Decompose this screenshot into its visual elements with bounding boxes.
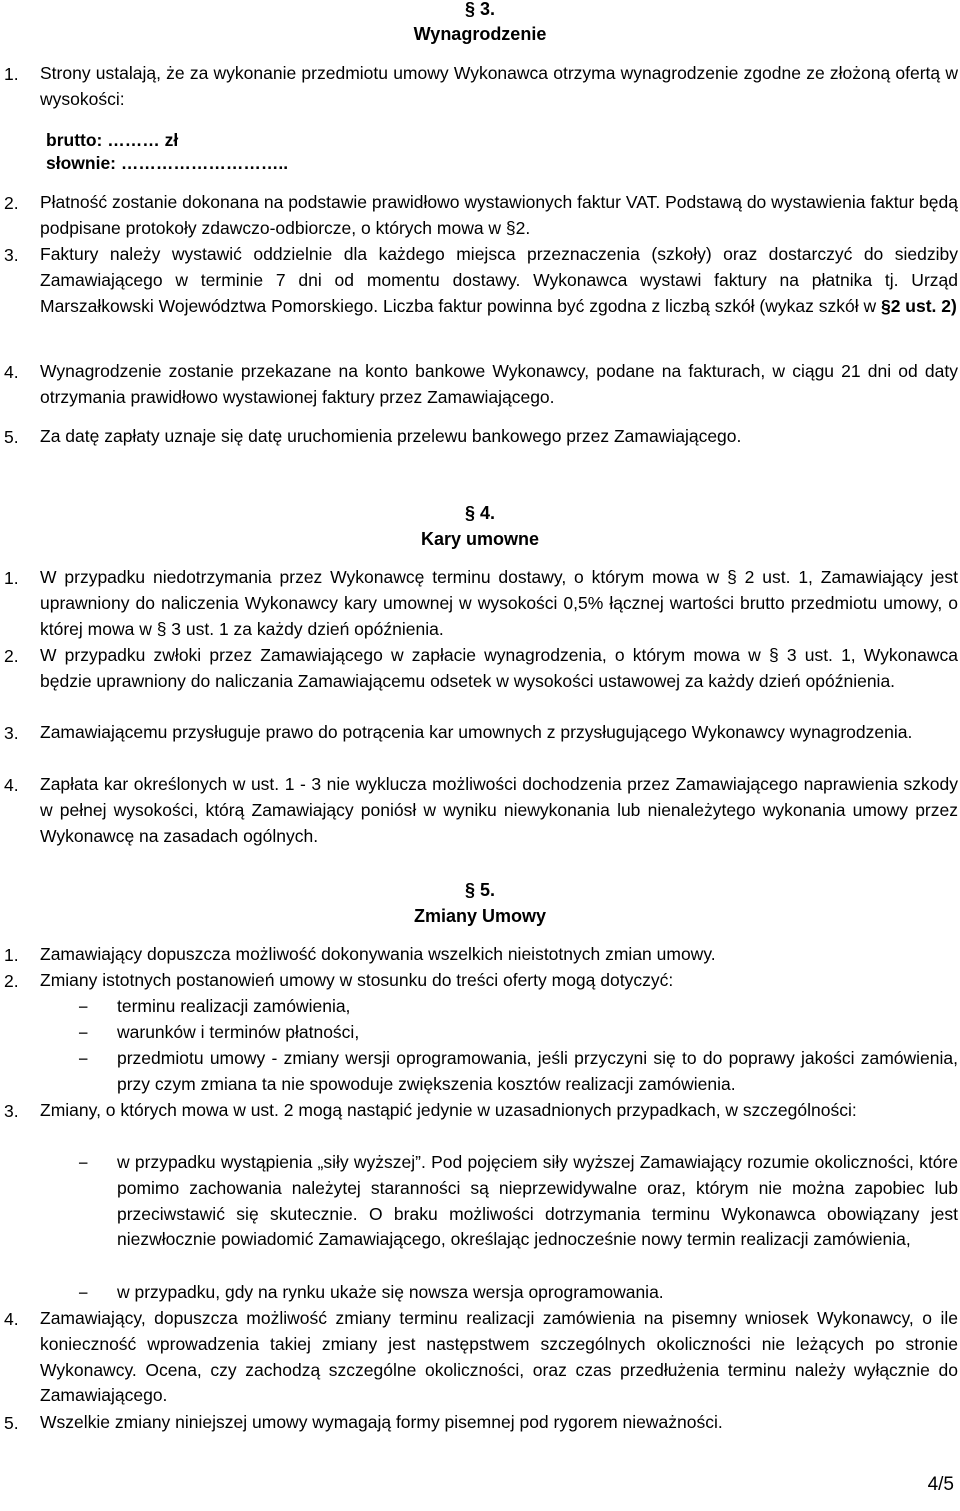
s3-item-1-number: 1.: [4, 64, 19, 84]
dash-bullet: −: [78, 1283, 89, 1303]
s5-item-2-sub-2: warunków i terminów płatności,: [117, 1022, 360, 1042]
s4-item-3-text: Zamawiającemu przysługuje prawo do potrącenia kar umownych z przysługującego Wykonawcy wynagrodzenia.: [40, 722, 913, 742]
section-3-number: § 3.: [464, 0, 496, 19]
s5-item-5-text: Wszelkie zmiany niniejszej umowy wymagają formy pisemnej pod rygorem nieważności.: [40, 1412, 723, 1432]
s3-item-4-number: 4.: [4, 362, 19, 382]
s3-item-4-text: Wynagrodzenie zostanie przekazane na konto bankowe Wykonawcy, podane na fakturach, w ciągu 21 dni od daty otrzymania prawidłowo wystawionej faktury przez Zamawiającego.: [40, 361, 958, 407]
slownie-line: słownie: ………………………..: [46, 153, 289, 173]
brutto-line: brutto: ……… zł: [46, 130, 179, 150]
s3-item-3-body: Faktury należy wystawić oddzielnie dla każdego miejsca przeznaczenia (szkoły) oraz dostarczyć do siedziby Zamawiającego w terminie 7 dni od momentu dostawy. Wykonawca wystawi faktury na płatnika tj. Urząd Marszałkowski Województwa Pomorskiego. Liczba faktur powinna być zgodna z liczbą szkół (wykaz szkół w: [40, 244, 958, 316]
s5-item-2-text: Zmiany istotnych postanowień umowy w stosunku do treści oferty mogą dotyczyć:: [40, 970, 674, 990]
dash-bullet: −: [78, 1153, 89, 1173]
s3-item-3-reference: §2 ust. 2): [880, 295, 957, 316]
section-4-number: § 4.: [464, 503, 496, 523]
s4-item-1-number: 1.: [4, 568, 19, 588]
section-4-title: Kary umowne: [420, 529, 540, 549]
s4-item-4-text: Zapłata kar określonych w ust. 1 - 3 nie wyklucza możliwości dochodzenia przez Zamawiającego naprawienia szkody w pełnej wysokości, którą Zamawiający poniósł w wyniku niewykonania lub nienależytego wykonania umowy przez Wykonawcę na zasadach ogólnych.: [40, 774, 958, 846]
s3-item-1-text: Strony ustalają, że za wykonanie przedmiotu umowy Wykonawca otrzyma wynagrodzenie zgodne ze złożoną ofertą w wysokości:: [40, 63, 958, 109]
s5-item-1-number: 1.: [4, 945, 19, 965]
dash-bullet: −: [78, 997, 89, 1017]
s5-item-2-sub-3: przedmiotu umowy - zmiany wersji oprogramowania, jeśli przyczyni się to do poprawy jakości zamówienia, przy czym zmiana ta nie spowoduje zwiększenia kosztów realizacji zamówienia.: [117, 1048, 958, 1094]
dash-bullet: −: [78, 1023, 89, 1043]
s3-item-5-text: Za datę zapłaty uznaje się datę uruchomienia przelewu bankowego przez Zamawiającego.: [40, 426, 742, 446]
s5-item-3-number: 3.: [4, 1101, 19, 1121]
s4-item-1-text: W przypadku niedotrzymania przez Wykonawcę terminu dostawy, o którym mowa w § 2 ust. 1, Zamawiający jest uprawniony do naliczenia Wykonawcy kary umownej w wysokości 0,5% łącznej wartości brutto przedmiotu umowy, o której mowa w § 3 ust. 1 za każdy dzień opóźnienia.: [40, 567, 958, 639]
s5-item-5-number: 5.: [4, 1413, 19, 1433]
s3-item-3-number: 3.: [4, 245, 19, 265]
section-3-title: Wynagrodzenie: [413, 24, 547, 44]
s5-item-3-text: Zmiany, o których mowa w ust. 2 mogą nastąpić jedynie w uzasadnionych przypadkach, w szczególności:: [40, 1100, 857, 1120]
s3-item-5-number: 5.: [4, 427, 19, 447]
dash-bullet: −: [78, 1049, 89, 1069]
s4-item-2-text: W przypadku zwłoki przez Zamawiającego w zapłacie wynagrodzenia, o którym mowa w § 3 ust. 1, Wykonawca będzie uprawniony do naliczania Zamawiającemu odsetek w wysokości ustawowej za każdy dzień opóźnienia.: [40, 645, 958, 691]
s4-item-4-number: 4.: [4, 775, 19, 795]
s3-item-3-text: [40, 242, 958, 319]
s3-item-2-text: Płatność zostanie dokonana na podstawie prawidłowo wystawionych faktur VAT. Podstawą do wystawienia faktur będą podpisane protokoły zdawczo-odbiorcze, o których mowa w §2.: [40, 192, 958, 238]
s5-item-4-text: Zamawiający, dopuszcza możliwość zmiany terminu realizacji zamówienia na pisemny wniosek Wykonawcy, o ile konieczność wprowadzenia takiej zmiany jest następstwem szczególnych okoliczności nie leżących po stronie Wykonawcy. Ocena, czy zachodzą szczególne okoliczności, oraz czas przedłużenia terminu należy wyłącznie do Zamawiającego.: [40, 1308, 958, 1406]
s5-item-1-text: Zamawiający dopuszcza możliwość dokonywania wszelkich nieistotnych zmian umowy.: [40, 944, 716, 964]
s4-item-3-number: 3.: [4, 723, 19, 743]
section-5-title: Zmiany Umowy: [413, 906, 547, 926]
s5-item-2-number: 2.: [4, 971, 19, 991]
s5-item-3-sub-2: w przypadku, gdy na rynku ukaże się nowsza wersja oprogramowania.: [117, 1282, 664, 1302]
s5-item-2-sub-1: terminu realizacji zamówienia,: [117, 996, 351, 1016]
s4-item-2-number: 2.: [4, 646, 19, 666]
s5-item-3-sub-1: w przypadku wystąpienia „siły wyższej”. Pod pojęciem siły wyższej Zamawiający rozumie okoliczności, które pomimo zachowania należytej staranności są nieprzewidywalne oraz, którym nie można zapobiec lub przeciwstawić się skutecznie. O braku możliwości dotrzymania terminu Wykonawca obowiązany jest niezwłocznie powiadomić Zamawiającego, określając jednocześnie nowy termin realizacji zamówienia,: [117, 1152, 958, 1250]
section-5-number: § 5.: [464, 880, 496, 900]
s3-item-2-number: 2.: [4, 193, 19, 213]
page-number: 4/5: [927, 1474, 954, 1495]
s5-item-4-number: 4.: [4, 1309, 19, 1329]
